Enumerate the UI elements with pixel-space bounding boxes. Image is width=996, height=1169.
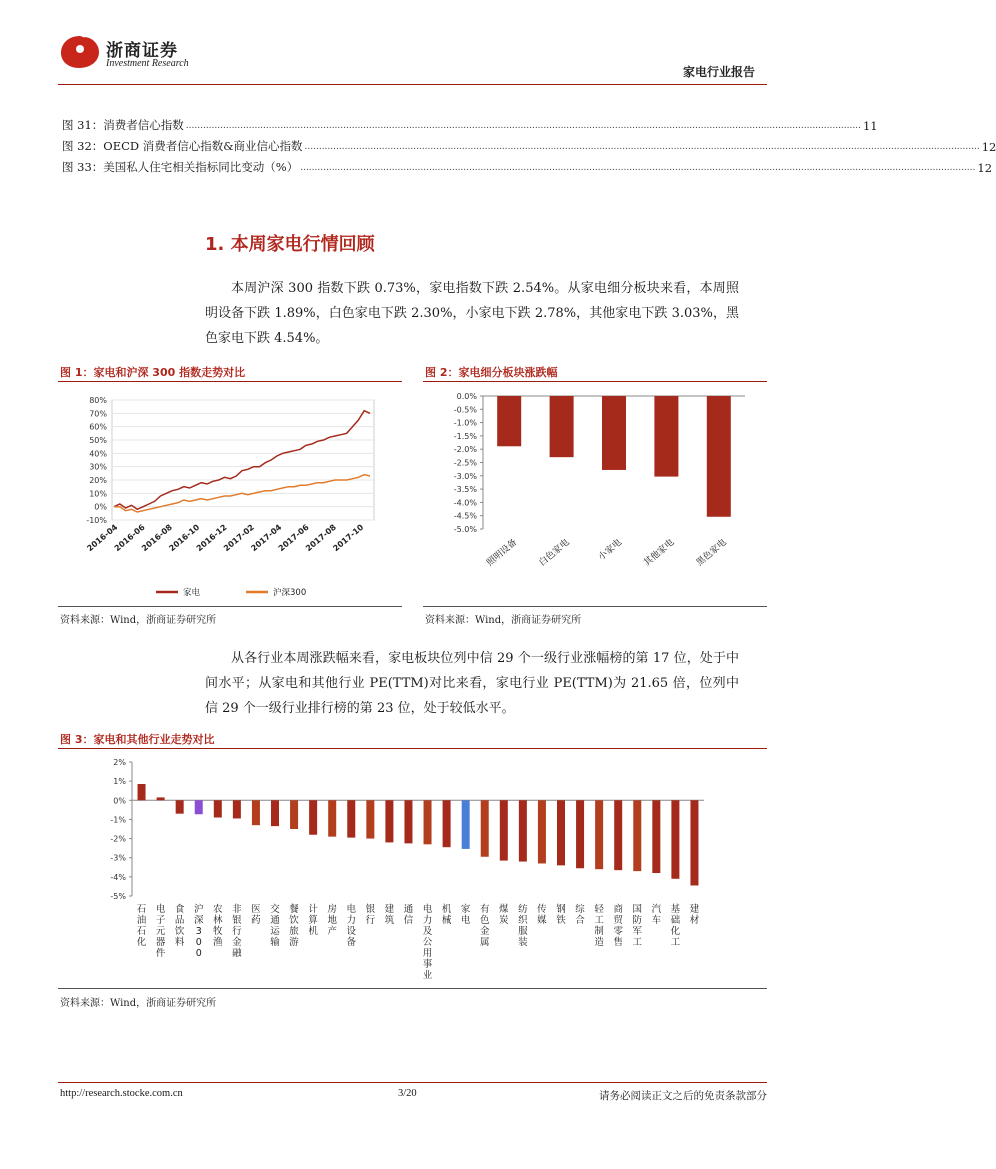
x-tick-char: 通 — [403, 904, 414, 915]
y-tick-label: 20% — [89, 476, 107, 485]
bar — [652, 800, 660, 873]
toc-leader: ............................................................................................................................................................................................................................................ — [304, 142, 980, 152]
bar — [138, 784, 146, 800]
x-tick-char: 子 — [155, 915, 166, 926]
bar — [195, 800, 203, 814]
y-tick-label: 50% — [89, 436, 107, 445]
x-tick-char: 餐 — [289, 904, 299, 915]
x-tick-char: 林 — [213, 915, 223, 926]
y-tick-label: -10% — [86, 516, 107, 525]
figure-3-title: 图 3：家电和其他行业走势对比 — [60, 733, 215, 746]
report-type: 家电行业报告 — [682, 65, 755, 79]
x-tick-char: 饮 — [289, 915, 299, 926]
x-tick-char: 行 — [365, 915, 376, 926]
x-tick-label: 2016-12 — [194, 522, 229, 554]
y-tick-label: -4% — [110, 872, 126, 882]
x-tick-char: 车 — [651, 915, 662, 926]
x-tick-char: 轻 — [594, 904, 604, 915]
bar — [707, 396, 731, 517]
x-tick-char: 通 — [270, 915, 280, 926]
bar — [654, 396, 678, 477]
footer-divider — [58, 1082, 767, 1083]
y-tick-label: -1% — [110, 815, 126, 825]
y-tick-label: 70% — [89, 409, 107, 419]
x-tick-char: 算 — [308, 915, 318, 926]
toc-page: 12 — [981, 140, 996, 154]
x-tick-char: 融 — [232, 948, 242, 959]
x-tick-char: 工 — [594, 915, 604, 926]
bar — [602, 396, 626, 470]
x-tick-char: 建 — [384, 904, 395, 915]
figure-1-rule — [58, 381, 402, 382]
x-tick-label: 小家电 — [596, 537, 624, 563]
x-tick-char: 煤 — [499, 904, 509, 915]
x-tick-char: 非 — [232, 904, 242, 915]
bar — [157, 797, 165, 800]
x-tick-char: 石 — [136, 926, 147, 937]
x-tick-char: 元 — [155, 926, 166, 937]
x-tick-char: 工 — [670, 937, 681, 948]
x-tick-char: 运 — [270, 926, 280, 937]
toc-entry[interactable] — [62, 136, 996, 154]
x-tick-char: 件 — [155, 948, 166, 959]
x-tick-char: 电 — [460, 915, 471, 926]
y-tick-label: -5% — [110, 892, 126, 901]
x-tick-char: 化 — [670, 926, 681, 937]
x-tick-label: 黑色家电 — [694, 537, 729, 569]
x-tick-char: 炭 — [499, 915, 509, 926]
footer-url[interactable]: http://research.stocke.com.cn — [60, 1088, 183, 1099]
x-tick-char: 旅 — [289, 926, 299, 937]
x-tick-char: 器 — [155, 937, 166, 948]
x-tick-char: 医 — [251, 904, 261, 915]
toc-label: 图 33：美国私人住宅相关指标同比变动（%） — [62, 160, 299, 174]
x-tick-char: 商 — [613, 904, 623, 915]
x-tick-char: 力 — [422, 915, 433, 926]
paragraph-summary — [205, 276, 739, 351]
brand-subtitle: Investment Research — [106, 58, 189, 69]
x-tick-char: 牧 — [213, 926, 223, 937]
x-tick-char: 制 — [594, 926, 604, 937]
header-divider — [58, 84, 767, 85]
footer-page-number: 3/20 — [398, 1088, 417, 1099]
x-tick-char: 属 — [479, 937, 490, 948]
x-tick-char: 机 — [308, 926, 318, 937]
bar — [519, 800, 527, 861]
x-tick-char: 地 — [327, 915, 337, 926]
x-tick-char: 计 — [308, 904, 318, 915]
x-tick-char: 工 — [632, 937, 643, 948]
bar — [614, 800, 622, 870]
y-tick-label: 2% — [113, 758, 126, 767]
x-tick-label: 白色家电 — [537, 537, 572, 569]
bar — [633, 800, 641, 871]
x-tick-char: 0 — [195, 948, 202, 959]
y-tick-label: -5.0% — [453, 525, 477, 534]
legend-label: 家电 — [183, 588, 201, 598]
y-tick-label: 60% — [89, 422, 107, 432]
x-tick-char: 防 — [632, 915, 643, 926]
bar — [481, 800, 489, 856]
figure-1-title: 图 1：家电和沪深 300 指数走势对比 — [60, 366, 246, 379]
x-tick-char: 房 — [327, 904, 337, 915]
x-tick-char: 零 — [613, 926, 623, 937]
legend-label: 沪深300 — [273, 588, 307, 598]
bar — [690, 800, 698, 885]
figure-3-source: 资料来源：Wind，浙商证券研究所 — [60, 998, 217, 1009]
figure-2-bar-chart — [423, 388, 767, 604]
x-tick-char: 造 — [594, 937, 604, 948]
x-tick-char: 料 — [174, 937, 185, 948]
x-tick-char: 沪 — [193, 904, 204, 915]
x-tick-char: 合 — [575, 915, 585, 926]
x-tick-char: 事 — [422, 959, 433, 970]
paragraph-industry — [205, 646, 739, 721]
paragraph-text: 本周沪深 300 指数下跌 0.73%，家电指数下跌 2.54%。从家电细分板块来看，本周照明设备下跌 1.89%，白色家电下跌 2.30%，小家电下跌 2.78%，其他家电下跌 3.03%，黑色家电下跌 4.54%。 — [205, 281, 739, 346]
x-tick-char: 石 — [136, 904, 147, 915]
plot-frame — [112, 400, 374, 520]
company-logo — [58, 34, 102, 70]
figure-2-source: 资料来源：Wind，浙商证券研究所 — [425, 615, 582, 626]
figure-3-bottom-rule — [58, 988, 767, 989]
figure-3-rule — [58, 748, 767, 749]
bar — [271, 800, 279, 826]
y-tick-label: -2.0% — [453, 445, 477, 455]
x-tick-char: 力 — [346, 915, 357, 926]
toc-page: 12 — [977, 161, 993, 175]
toc-leader: ............................................................................................................................................................................................................................................ — [185, 121, 861, 131]
bar — [176, 800, 184, 813]
y-tick-label: 0% — [94, 502, 107, 512]
bar — [443, 800, 451, 847]
figure-2-title: 图 2：家电细分板块涨跌幅 — [425, 366, 558, 379]
x-tick-char: 金 — [479, 926, 490, 937]
x-tick-char: 电 — [422, 904, 433, 915]
figure-1-bottom-rule — [58, 606, 402, 607]
x-tick-char: 行 — [232, 926, 242, 937]
x-tick-char: 交 — [270, 904, 280, 915]
y-tick-label: 0.0% — [456, 392, 477, 401]
x-tick-char: 械 — [441, 915, 452, 926]
y-tick-label: -3% — [110, 853, 126, 863]
toc-page: 11 — [862, 119, 878, 133]
bar — [576, 800, 584, 868]
figure-3-bar-chart — [58, 752, 767, 986]
x-tick-char: 业 — [422, 970, 433, 981]
y-tick-label: 80% — [89, 396, 107, 405]
section-title: 1. 本周家电行情回顾 — [205, 234, 375, 255]
bar — [290, 800, 298, 829]
x-tick-char: 础 — [670, 915, 681, 926]
brand-name: 浙商证券 — [106, 41, 178, 61]
x-tick-char: 电 — [155, 904, 166, 915]
x-tick-char: 媒 — [537, 915, 547, 926]
x-tick-label: 照明设备 — [485, 537, 520, 569]
x-tick-char: 家 — [460, 904, 471, 915]
x-tick-char: 食 — [174, 904, 185, 915]
bar — [424, 800, 432, 844]
x-tick-char: 铁 — [556, 915, 566, 926]
figure-2-bottom-rule — [423, 606, 767, 607]
x-tick-char: 输 — [270, 937, 280, 948]
series-line-home-appliance — [114, 411, 370, 510]
x-tick-label: 2016-08 — [140, 522, 174, 554]
bar — [347, 800, 355, 837]
y-tick-label: -2% — [110, 834, 126, 844]
y-tick-label: -4.0% — [453, 498, 477, 508]
x-tick-char: 基 — [670, 904, 681, 915]
toc-leader: ............................................................................................................................................................................................................................................ — [300, 163, 976, 173]
bar — [328, 800, 336, 836]
x-tick-label: 2017-04 — [249, 522, 284, 554]
x-tick-char: 公 — [422, 937, 433, 948]
x-tick-char: 纺 — [518, 904, 528, 915]
x-tick-char: 银 — [232, 915, 242, 926]
x-tick-label: 2017-10 — [331, 522, 366, 554]
x-tick-char: 织 — [518, 915, 528, 926]
x-tick-char: 信 — [403, 915, 414, 926]
toc-entry[interactable] — [62, 115, 878, 133]
y-tick-label: 1% — [113, 777, 126, 787]
y-tick-label: 40% — [89, 449, 107, 459]
figure-1-source: 资料来源：Wind，浙商证券研究所 — [60, 615, 217, 626]
x-tick-char: 品 — [174, 915, 185, 926]
x-tick-char: 材 — [689, 915, 700, 926]
bar — [385, 800, 393, 842]
x-tick-char: 0 — [195, 937, 202, 948]
y-tick-label: 0% — [113, 796, 126, 806]
x-tick-char: 游 — [289, 937, 299, 948]
y-tick-label: -2.5% — [453, 458, 477, 468]
toc-label: 图 31：消费者信心指数 — [62, 118, 184, 132]
x-tick-char: 设 — [346, 926, 357, 937]
x-tick-char: 用 — [422, 948, 433, 959]
toc-label: 图 32：OECD 消费者信心指数&商业信心指数 — [62, 139, 303, 153]
x-tick-char: 建 — [689, 904, 700, 915]
x-tick-char: 化 — [136, 937, 147, 948]
bar — [404, 800, 412, 843]
x-tick-char: 有 — [479, 904, 490, 915]
x-tick-char: 银 — [365, 904, 376, 915]
y-tick-label: 10% — [89, 489, 107, 499]
x-tick-char: 色 — [479, 915, 490, 926]
bar — [595, 800, 603, 869]
x-tick-char: 饮 — [174, 926, 185, 937]
toc-entry[interactable] — [62, 157, 993, 175]
x-tick-char: 国 — [632, 904, 643, 915]
x-tick-char: 产 — [327, 926, 337, 937]
x-tick-char: 贸 — [613, 915, 623, 926]
x-tick-label: 2016-06 — [112, 522, 147, 554]
y-tick-label: 30% — [89, 462, 107, 472]
x-tick-char: 服 — [518, 926, 528, 937]
x-tick-char: 筑 — [384, 915, 395, 926]
bar — [462, 800, 470, 849]
figure-1-line-chart — [58, 388, 402, 604]
bar — [550, 396, 574, 457]
x-tick-char: 装 — [518, 937, 528, 948]
y-tick-label: -0.5% — [453, 405, 477, 415]
bar — [497, 396, 521, 446]
x-tick-char: 传 — [537, 904, 547, 915]
x-tick-char: 备 — [346, 937, 357, 948]
y-tick-label: -3.0% — [453, 471, 477, 481]
footer-disclaimer: 请务必阅读正文之后的免责条款部分 — [599, 1090, 767, 1102]
paragraph-text: 从各行业本周涨跌幅来看，家电板块位列中信 29 个一级行业涨幅榜的第 17 位，处于中间水平；从家电和其他行业 PE(TTM)对比来看，家电行业 PE(TTM)为 21.65 倍，位列中信 29 个一级行业排行榜的第 23 位，处于较低水平。 — [205, 651, 739, 716]
x-tick-char: 渔 — [213, 937, 223, 948]
y-tick-label: -4.5% — [453, 511, 477, 521]
bar — [252, 800, 260, 825]
y-tick-label: -3.5% — [453, 485, 477, 495]
bar — [233, 800, 241, 818]
x-tick-char: 电 — [346, 904, 357, 915]
bar — [366, 800, 374, 838]
x-tick-char: 3 — [195, 926, 202, 937]
x-tick-label: 2017-02 — [222, 522, 256, 554]
y-tick-label: -1.5% — [453, 431, 477, 441]
bar — [671, 800, 679, 878]
x-tick-char: 药 — [251, 915, 261, 926]
x-tick-label: 其他家电 — [642, 537, 677, 569]
x-tick-char: 售 — [613, 937, 623, 948]
figure-2-rule — [423, 381, 767, 382]
x-tick-char: 农 — [213, 904, 223, 915]
x-tick-char: 军 — [632, 926, 643, 937]
x-tick-label: 2016-10 — [167, 522, 202, 554]
x-tick-char: 及 — [422, 926, 433, 937]
x-tick-label: 2016-04 — [85, 522, 120, 554]
x-tick-char: 金 — [232, 937, 242, 948]
x-tick-char: 钢 — [556, 904, 566, 915]
x-tick-char: 深 — [193, 915, 204, 926]
bar — [500, 800, 508, 860]
x-tick-char: 油 — [136, 915, 147, 926]
bar — [214, 800, 222, 817]
x-tick-char: 机 — [441, 904, 452, 915]
bar — [309, 800, 317, 834]
bar — [557, 800, 565, 865]
bar — [538, 800, 546, 863]
y-tick-label: -1.0% — [453, 418, 477, 428]
x-tick-label: 2017-08 — [304, 522, 338, 554]
x-tick-char: 汽 — [651, 904, 662, 915]
x-tick-label: 2017-06 — [276, 522, 311, 554]
x-tick-char: 综 — [575, 904, 585, 915]
